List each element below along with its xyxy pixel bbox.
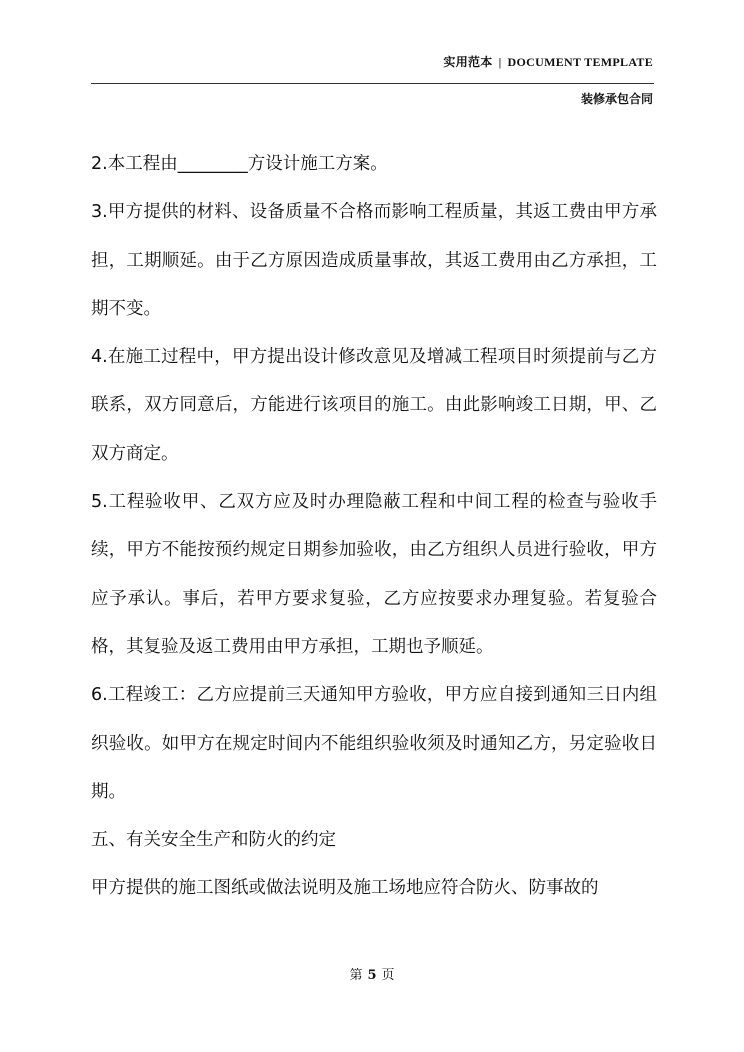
header-subtitle: 装修承包合同 bbox=[580, 92, 653, 106]
paragraph-4: 4.在施工过程中，甲方提出设计修改意见及增减工程项目时须提前与乙方联系，双方同意后，方能进行该项目的施工。由此影响竣工日期，甲、乙双方商定。 bbox=[91, 347, 657, 464]
paragraph-2: 2.本工程由________方设计施工方案。 bbox=[91, 154, 388, 174]
header-divider bbox=[91, 83, 654, 84]
paragraph-5: 5.工程验收甲、乙双方应及时办理隐蔽工程和中间工程的检查与验收手续，甲方不能按预约规定日期参加验收，由乙方组织人员进行验收，甲方应予承认。事后，若甲方要求复验，乙方应按要求办理复验。若复验合格，其复验及返工费用由甲方承担，工期也予顺延。 bbox=[91, 492, 657, 657]
header-brand-cn: 实用范本 bbox=[443, 55, 493, 69]
document-body bbox=[91, 140, 657, 913]
paragraph-6: 6.工程竣工：乙方应提前三天通知甲方验收，甲方应自接到通知三日内组织验收。如甲方在规定时间内不能组织验收须及时通知乙方，另定验收日期。 bbox=[91, 685, 657, 802]
page-prefix: 第 bbox=[349, 968, 363, 983]
page-footer bbox=[0, 964, 744, 983]
section-heading-5: 五、有关安全生产和防火的约定 bbox=[91, 830, 336, 851]
header-brand-en: DOCUMENT TEMPLATE bbox=[507, 55, 653, 69]
page-suffix: 页 bbox=[381, 968, 395, 983]
header-separator: | bbox=[498, 55, 502, 69]
page-number: 5 bbox=[367, 968, 377, 983]
header-brand bbox=[443, 53, 653, 70]
paragraph-3: 3.甲方提供的材料、设备质量不合格而影响工程质量，其返工费由甲方承担，工期顺延。由于乙方原因造成质量事故，其返工费用由乙方承担，工期不变。 bbox=[91, 202, 657, 319]
paragraph-safety: 甲方提供的施工图纸或做法说明及施工场地应符合防火、防事故的 bbox=[91, 878, 599, 899]
